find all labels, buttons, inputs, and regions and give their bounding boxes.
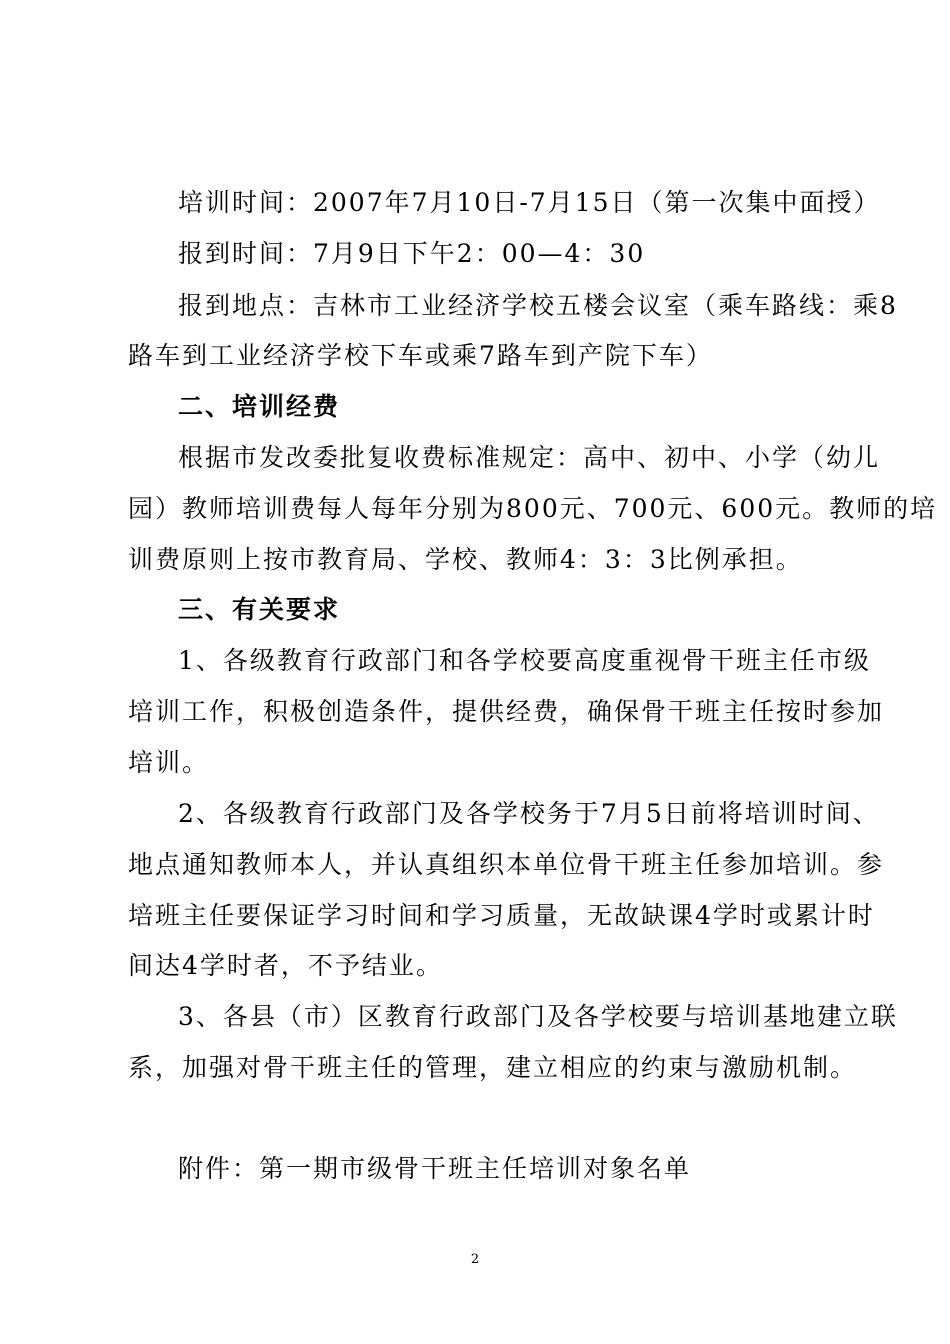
training-time-line: 培训时间：2007年7月10日-7月15日（第一次集中面授） (178, 188, 881, 217)
requirement-3-line-1: 3、各县（市）区教育行政部门及各学校要与培训基地建立联 (178, 1002, 898, 1031)
page-number: 2 (470, 1252, 480, 1267)
requirement-2-line-3: 培班主任要保证学习时间和学习质量，无故缺课4学时或累计时 (128, 901, 875, 930)
requirement-1-line-2: 培训工作，积极创造条件，提供经费，确保骨干班主任按时参加 (128, 697, 885, 726)
requirement-2-line-4: 间达4学时者，不予结业。 (128, 951, 443, 980)
fees-paragraph-line-3: 训费原则上按市教育局、学校、教师4：3：3比例承担。 (128, 545, 803, 574)
section-heading-requirements: 三、有关要求 (178, 595, 341, 624)
registration-place-continuation: 路车到工业经济学校下车或乘7路车到产院下车） (128, 341, 713, 370)
fees-paragraph-line-1: 根据市发改委批复收费标准规定：高中、初中、小学（幼儿 (178, 443, 881, 472)
requirement-2-line-1: 2、各级教育行政部门及各学校务于7月5日前将培训时间、 (178, 799, 880, 828)
section-heading-fees: 二、培训经费 (178, 392, 341, 421)
requirement-2-line-2: 地点通知教师本人，并认真组织本单位骨干班主任参加培训。参 (128, 850, 885, 879)
registration-time-line: 报到时间：7月9日下午2：00—4：30 (178, 239, 646, 268)
registration-place-line: 报到地点：吉林市工业经济学校五楼会议室（乘车路线：乘8 (178, 291, 898, 320)
attachment-line: 附件：第一期市级骨干班主任培训对象名单 (178, 1154, 692, 1183)
requirement-3-line-2: 系，加强对骨干班主任的管理，建立相应的约束与激励机制。 (128, 1053, 858, 1082)
requirement-1-line-3: 培训。 (128, 748, 210, 777)
fees-paragraph-line-2: 园）教师培训费每人每年分别为800元、700元、600元。教师的培 (128, 494, 938, 523)
requirement-1-line-1: 1、各级教育行政部门和各学校要高度重视骨干班主任市级 (178, 646, 871, 675)
